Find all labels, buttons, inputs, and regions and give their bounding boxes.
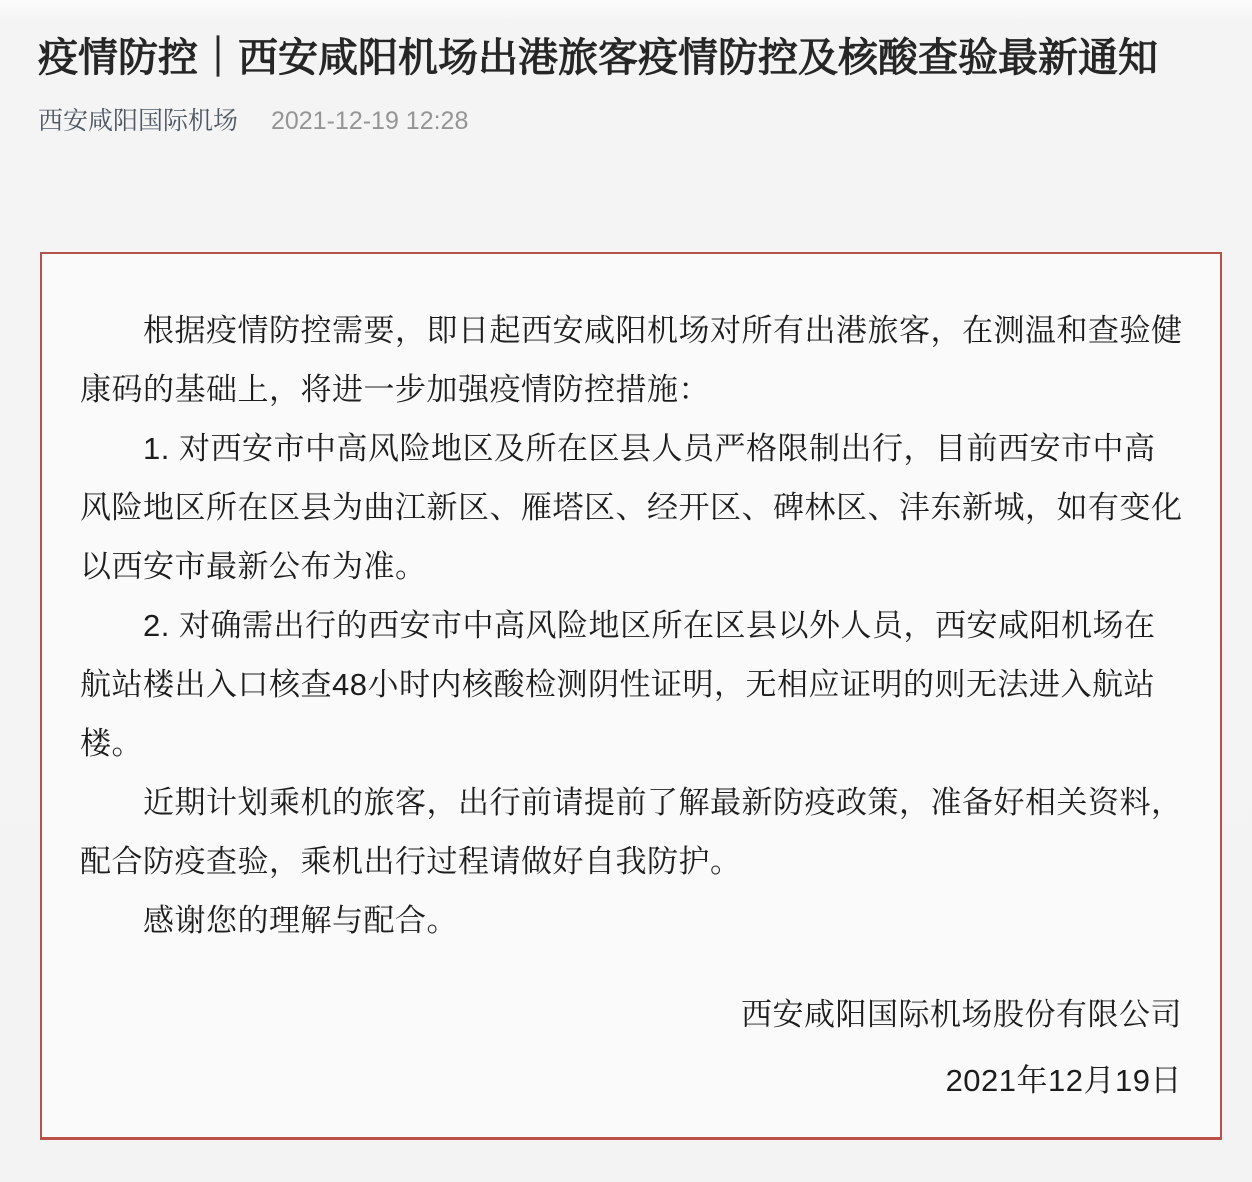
text-line: 风险地区所在区县为曲江新区、雁塔区、经开区、碑林区、沣东新城，如有变化 [80,490,1183,525]
text-line: 感谢您的理解与配合。 [143,903,458,938]
paragraph-intro [80,301,1182,419]
text-line: 楼。 [80,726,143,761]
text-line: 航站楼出入口核查48小时内核酸检测阴性证明，无相应证明的则无法进入航站 [80,667,1155,702]
notice-box [40,252,1222,1140]
paragraph-advice [80,773,1182,891]
signature-company: 西安咸阳国际机场股份有限公司 [741,997,1182,1032]
text-line: 配合防疫查验，乘机出行过程请做好自我防护。 [80,844,742,879]
text-line: 根据疫情防控需要，即日起西安咸阳机场对所有出港旅客，在测温和查验健 [143,313,1183,348]
text-line: 康码的基础上，将进一步加强疫情防控措施： [80,372,710,407]
publish-timestamp: 2021-12-19 12:28 [270,107,469,135]
article-meta [38,106,1252,136]
text-line: 以西安市最新公布为准。 [80,549,427,584]
source-account-link[interactable]: 西安咸阳国际机场 [38,107,239,135]
article-title: 疫情防控｜西安咸阳机场出港旅客疫情防控及核酸查验最新通知 [38,36,1158,80]
paragraph-item-1 [80,419,1182,596]
text-line: 1. 对西安市中高风险地区及所在区县人员严格限制出行，目前西安市中高 [143,431,1156,466]
paragraph-thanks [80,891,1182,950]
signature-block [80,982,1182,1114]
paragraph-item-2 [80,596,1182,773]
signature-date: 2021年12月19日 [945,1063,1182,1098]
text-line: 2. 对确需出行的西安市中高风险地区所在区县以外人员，西安咸阳机场在 [143,608,1156,643]
text-line: 近期计划乘机的旅客，出行前请提前了解最新防疫政策，准备好相关资料， [143,785,1183,820]
